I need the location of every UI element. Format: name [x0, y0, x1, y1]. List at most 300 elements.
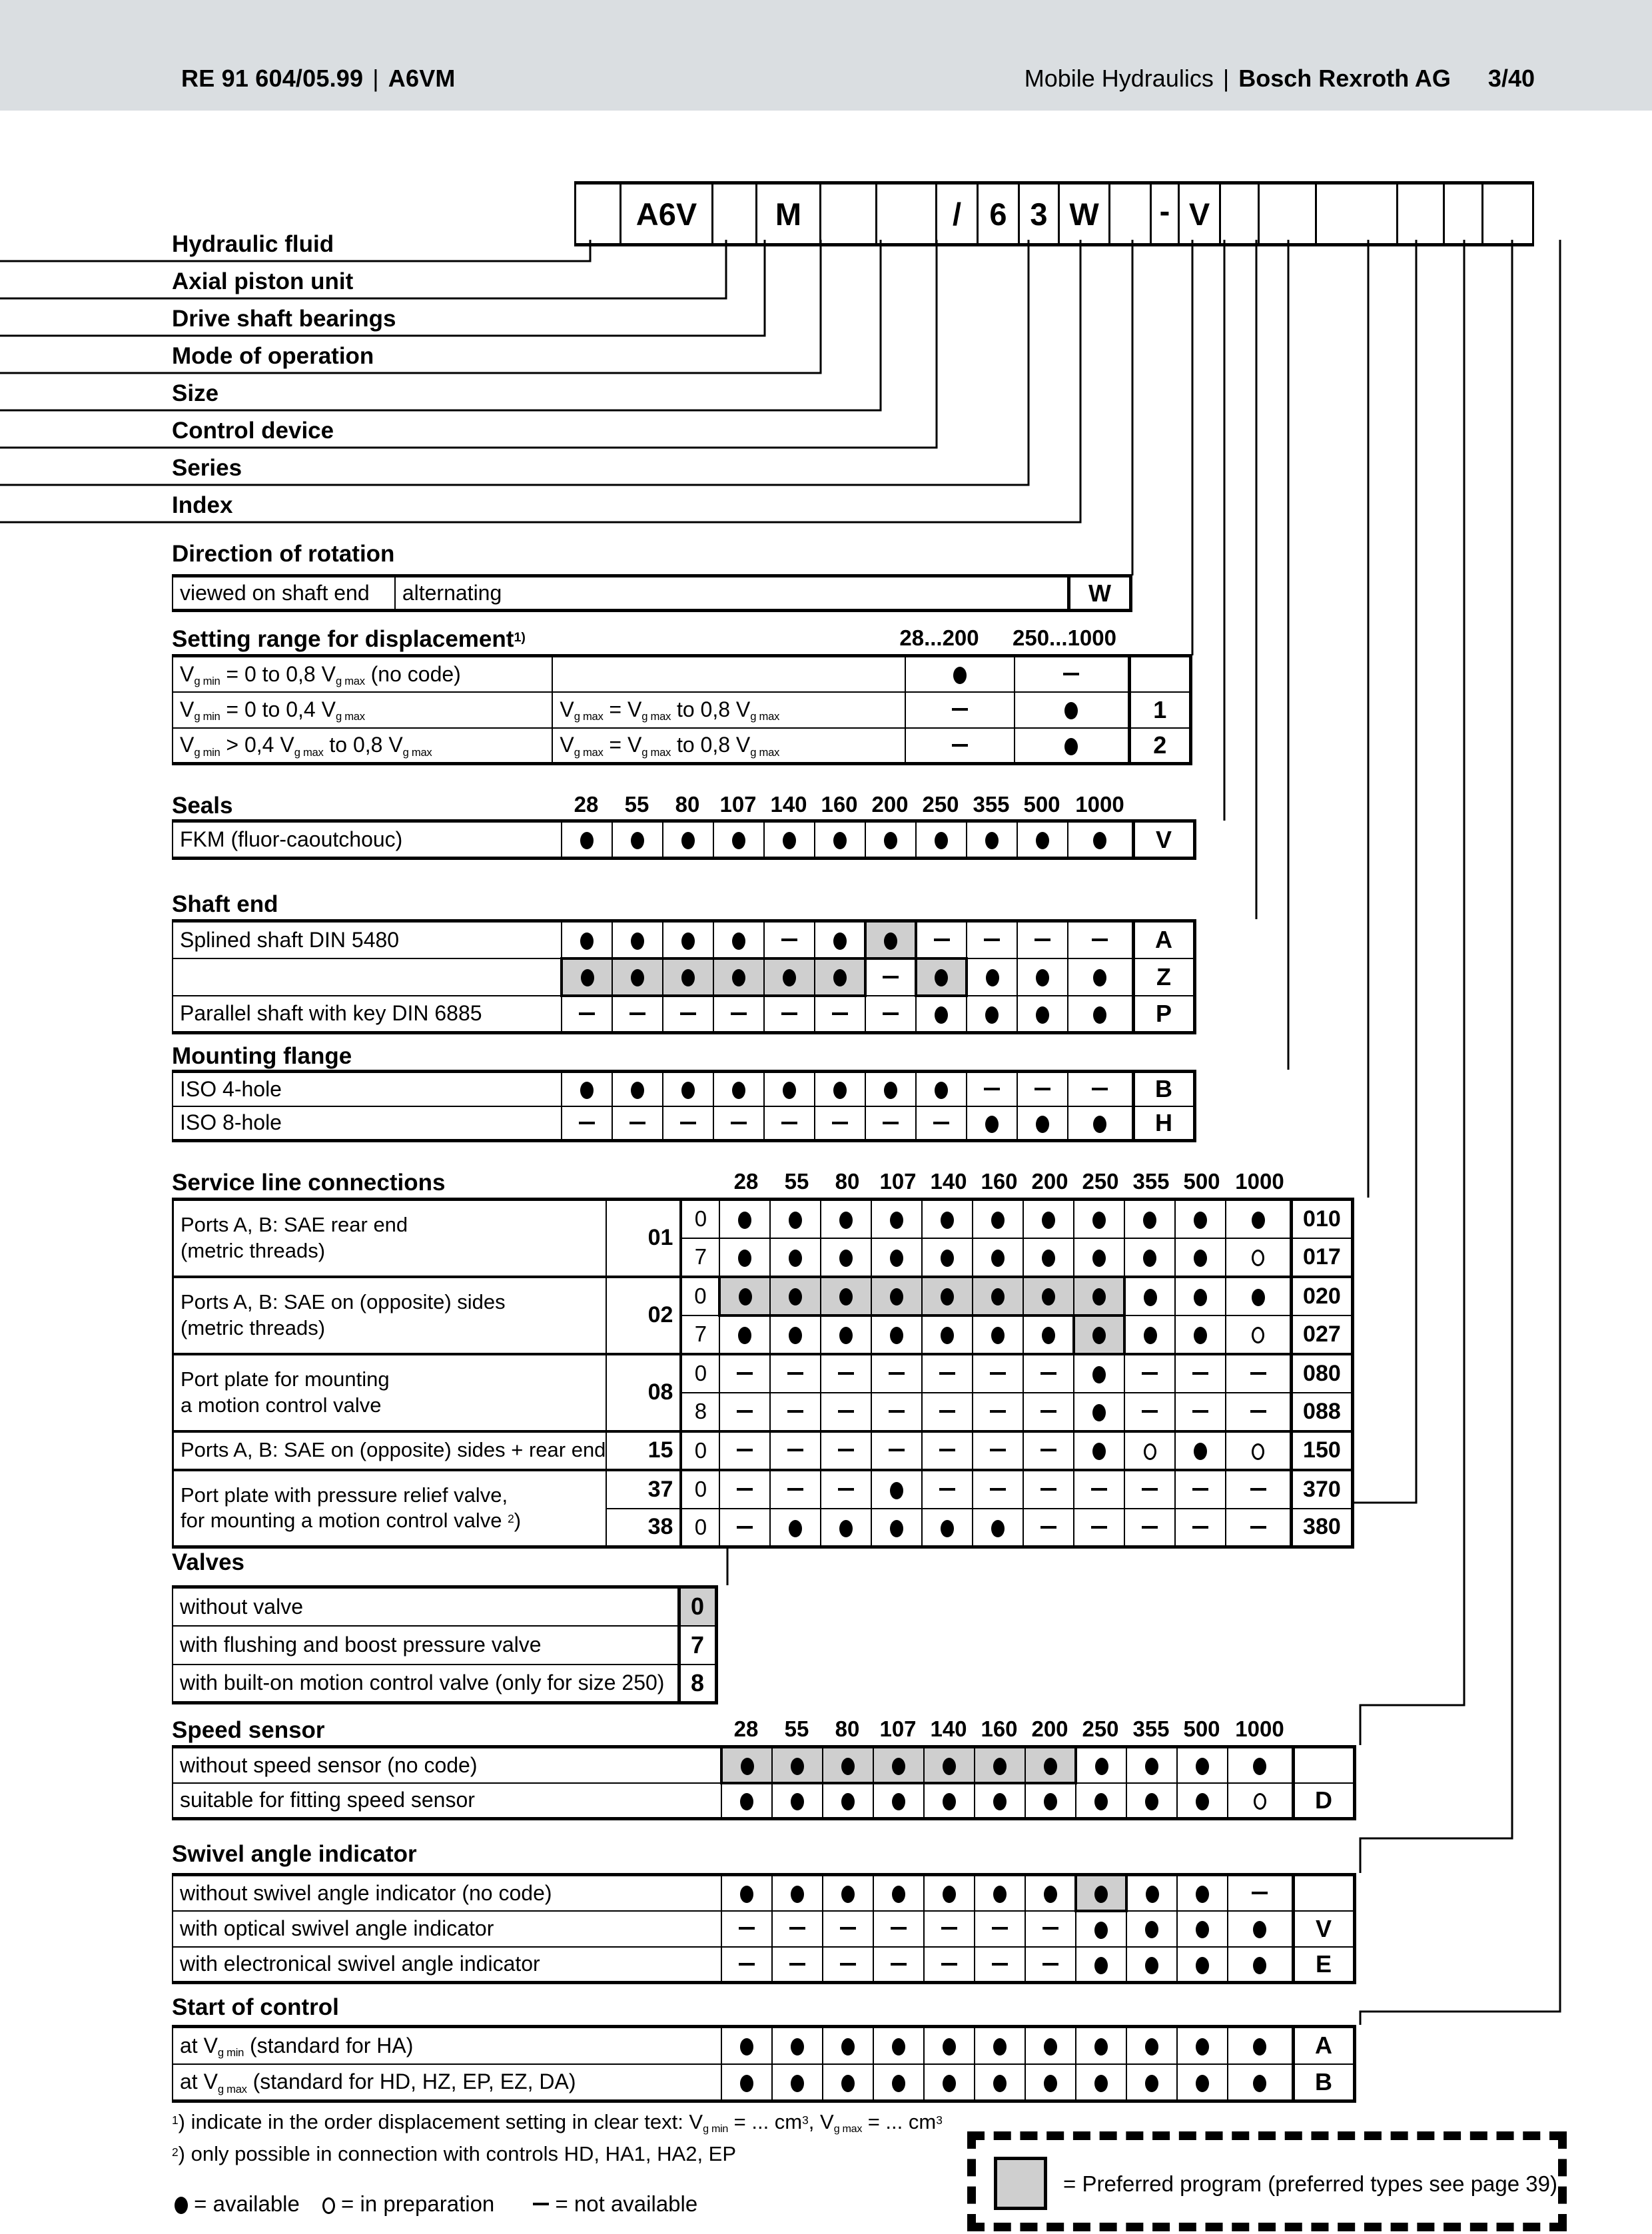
available-icon — [941, 1520, 954, 1537]
cell-size-250 — [1074, 1431, 1124, 1470]
row-code: V — [1133, 821, 1194, 859]
available-icon — [631, 932, 644, 950]
service-sub-number: 0 — [681, 1354, 719, 1393]
size-header-200: 200 — [1031, 1169, 1068, 1194]
cell-size-140 — [924, 1947, 975, 1983]
available-icon — [884, 932, 897, 950]
cell-size-355 — [1124, 1277, 1175, 1315]
cell-size-28 — [562, 821, 612, 859]
cell-size-1000 — [1226, 1200, 1291, 1238]
cell-size-140 — [922, 1277, 973, 1315]
cell-size-140 — [924, 1783, 975, 1819]
cell-size-1000 — [1068, 996, 1133, 1033]
available-icon — [581, 969, 594, 986]
ordering-code-cell-10 — [1110, 185, 1152, 243]
available-icon — [789, 1288, 802, 1305]
cell-size-500 — [1017, 921, 1068, 958]
available-icon — [1144, 1289, 1157, 1306]
setting-range-col-250-1000: 250...1000 — [1013, 625, 1116, 650]
cell-size-140 — [922, 1200, 973, 1238]
available-icon — [1093, 969, 1106, 986]
cell-size-1000 — [1228, 1875, 1293, 1911]
cell-size-355 — [1126, 1875, 1177, 1911]
row-code: 370 — [1291, 1470, 1352, 1509]
section-title-valves: Valves — [172, 1549, 244, 1575]
cell-size-160 — [975, 1911, 1025, 1947]
cell-size-107 — [873, 1747, 924, 1783]
size-header-500: 500 — [1183, 1169, 1220, 1194]
cell-size-55 — [770, 1470, 821, 1509]
available-icon — [985, 1116, 999, 1133]
available-icon — [789, 1520, 802, 1537]
cell-size-28 — [719, 1238, 770, 1277]
table-row — [173, 821, 1194, 859]
cell-size-160 — [975, 1783, 1025, 1819]
size-header-80: 80 — [675, 792, 700, 817]
table-row — [173, 1200, 1353, 1238]
available-icon — [1044, 1758, 1057, 1775]
not-available-icon — [941, 1927, 957, 1930]
not-available-icon — [787, 1410, 803, 1413]
setting-range-row1-left: $V_{g min} = 0$ to 0,4 $V_{g max}$ — [173, 692, 552, 728]
cell-size-55 — [772, 2027, 823, 2064]
available-icon — [740, 1886, 753, 1903]
cell-size-107 — [873, 1783, 924, 1819]
cell-size-107 — [871, 1354, 922, 1393]
service-sub-number: 8 — [681, 1393, 719, 1431]
row-code: P — [1133, 996, 1194, 1033]
not-available-icon — [984, 938, 1000, 941]
cell-size-80 — [823, 1911, 873, 1947]
not-available-icon — [934, 938, 950, 941]
row-code: B — [1133, 1072, 1194, 1106]
section-title-start-of-control: Start of control — [172, 1994, 339, 2020]
not-available-icon — [939, 1449, 955, 1451]
direction-alternating-label: alternating — [395, 576, 1069, 611]
cell-size-107 — [873, 1947, 924, 1983]
setting-range-column-headers — [886, 625, 1192, 651]
cell-size-80 — [821, 1277, 871, 1315]
not-available-icon — [939, 1410, 955, 1413]
cell-size-200 — [1025, 1747, 1076, 1783]
ordering-code-cell-6: / — [937, 185, 979, 243]
cell-size-355 — [1124, 1509, 1175, 1547]
cell-size-28 — [719, 1354, 770, 1393]
cell-size-1000 — [1226, 1315, 1291, 1354]
cell-size-250 — [1076, 1947, 1126, 1983]
available-icon — [833, 969, 847, 986]
cell-size-500 — [1017, 958, 1068, 996]
cell-size-28 — [719, 1277, 770, 1315]
cell-size-80 — [823, 1747, 873, 1783]
available-icon — [985, 832, 999, 849]
cell-size-160 — [975, 1747, 1025, 1783]
cell-size-80 — [663, 921, 713, 958]
ordering-code-cell-1: A6V — [621, 185, 713, 243]
cell-size-107 — [713, 996, 764, 1033]
not-available-icon — [992, 1927, 1008, 1930]
available-icon — [732, 932, 745, 950]
not-available-icon — [680, 1122, 696, 1124]
cell-size-500 — [1177, 1911, 1228, 1947]
table-row — [173, 1470, 1353, 1509]
cell-size-107 — [871, 1393, 922, 1431]
size-header-250: 250 — [922, 792, 959, 817]
size-header-500: 500 — [1023, 792, 1060, 817]
available-icon — [841, 1886, 855, 1903]
setting-range-row2-right: $V_{g max} = V_{g max}$ to 0,8 $V_{g max}$ — [552, 728, 905, 764]
cell-size-200 — [865, 821, 916, 859]
cell-size-107 — [871, 1509, 922, 1547]
document-number: RE 91 604/05.99 — [181, 65, 364, 92]
cell-size-250 — [1076, 1747, 1126, 1783]
available-icon — [1094, 1793, 1108, 1810]
cell-size-107 — [713, 958, 764, 996]
available-icon — [1146, 1886, 1159, 1903]
cell-size-500 — [1175, 1470, 1226, 1509]
table-row — [173, 1277, 1353, 1315]
available-icon — [884, 1082, 897, 1099]
size-header-140: 140 — [930, 1169, 967, 1194]
valves-row-label: with built-on motion control valve (only for size 250) — [173, 1665, 679, 1703]
not-available-icon — [990, 1410, 1006, 1413]
available-icon — [1145, 1758, 1158, 1775]
table-row — [173, 1431, 1353, 1470]
row-code: A — [1293, 2027, 1354, 2064]
ordering-code-cell-8: 3 — [1020, 185, 1060, 243]
not-available-icon — [883, 976, 899, 978]
available-icon — [890, 1327, 903, 1344]
size-header-28: 28 — [733, 1716, 759, 1741]
not-available-icon — [787, 1372, 803, 1375]
cell-size-80 — [663, 958, 713, 996]
available-icon — [1145, 2038, 1158, 2055]
ordering-code-cell-3: M — [757, 185, 821, 243]
cell-size-200 — [1023, 1354, 1074, 1393]
cell-size-107 — [871, 1277, 922, 1315]
available-icon — [791, 1758, 804, 1775]
cell-size-55 — [770, 1200, 821, 1238]
available-icon — [741, 1758, 754, 1775]
cell-size-200 — [1023, 1393, 1074, 1431]
setting-range-row2-code: 2 — [1129, 728, 1190, 764]
available-icon — [1036, 832, 1049, 849]
row-code: 027 — [1291, 1315, 1352, 1354]
available-icon — [1196, 1957, 1209, 1974]
available-icon — [783, 832, 796, 849]
table-swivel-angle — [172, 1873, 1356, 1984]
available-icon — [839, 1250, 853, 1267]
available-icon — [993, 1886, 1007, 1903]
available-icon — [1093, 1116, 1106, 1133]
not-available-icon — [939, 1488, 955, 1491]
ordering-code-cell-12: V — [1180, 185, 1221, 243]
size-header-140: 140 — [930, 1716, 967, 1741]
available-icon — [1196, 2038, 1209, 2055]
table-row — [173, 1875, 1354, 1911]
available-icon — [943, 1758, 956, 1775]
not-available-icon — [1142, 1372, 1158, 1375]
service-sub-number: 0 — [681, 1200, 719, 1238]
available-icon — [1093, 832, 1106, 849]
cell-size-140 — [922, 1431, 973, 1470]
setting-range-row1-mark-0 — [905, 692, 1015, 728]
cell-size-200 — [865, 921, 916, 958]
available-icon — [1036, 969, 1049, 986]
available-icon — [1044, 1886, 1057, 1903]
table-row — [173, 1665, 716, 1703]
not-available-icon — [984, 1088, 1000, 1090]
available-icon — [985, 1006, 999, 1024]
cell-size-28 — [562, 1072, 612, 1106]
service-group-number: 37 — [606, 1470, 681, 1509]
not-available-icon — [1040, 1488, 1056, 1491]
section-title-speed-sensor: Speed sensor — [172, 1717, 325, 1743]
valves-row-code: 7 — [679, 1626, 716, 1665]
available-icon — [943, 2038, 956, 2055]
cell-size-107 — [713, 821, 764, 859]
available-icon — [839, 1327, 853, 1344]
size-header-250: 250 — [1082, 1169, 1119, 1194]
cell-size-355 — [1126, 1747, 1177, 1783]
cell-size-200 — [865, 958, 916, 996]
cell-size-200 — [1023, 1509, 1074, 1547]
cell-size-355 — [1124, 1393, 1175, 1431]
not-available-icon — [737, 1372, 753, 1375]
available-icon — [740, 1793, 753, 1810]
not-available-icon — [1250, 1488, 1266, 1491]
cell-size-140 — [764, 921, 815, 958]
not-available-icon — [990, 1488, 1006, 1491]
cell-size-200 — [865, 1106, 916, 1141]
cell-size-140 — [924, 2027, 975, 2064]
available-icon — [841, 2038, 855, 2055]
in-preparation-icon — [1252, 1327, 1264, 1343]
cell-size-160 — [815, 996, 865, 1033]
available-icon — [1252, 1289, 1265, 1306]
cell-size-107 — [873, 2064, 924, 2101]
row-label: with optical swivel angle indicator — [173, 1911, 721, 1947]
available-icon — [839, 1212, 853, 1229]
not-available-icon — [883, 1122, 899, 1124]
available-icon — [681, 832, 695, 849]
available-icon — [1036, 1116, 1049, 1133]
cell-size-500 — [1177, 1747, 1228, 1783]
not-available-icon — [832, 1122, 848, 1124]
cell-size-500 — [1175, 1509, 1226, 1547]
not-available-icon — [1034, 938, 1050, 941]
available-icon — [993, 1758, 1007, 1775]
table-valves — [172, 1585, 718, 1704]
available-icon — [1092, 1366, 1106, 1383]
cell-size-160 — [973, 1470, 1023, 1509]
valves-row-code: 0 — [679, 1587, 716, 1626]
not-available-icon — [629, 1122, 645, 1124]
legend-row — [175, 2191, 697, 2217]
cell-size-28 — [719, 1315, 770, 1354]
available-icon — [1196, 2075, 1209, 2092]
available-icon — [1092, 1250, 1106, 1267]
cell-size-250 — [916, 1106, 967, 1141]
cell-size-250 — [916, 821, 967, 859]
not-available-icon — [1250, 1526, 1266, 1529]
table-row — [173, 1747, 1354, 1783]
cell-size-200 — [1025, 2064, 1076, 2101]
not-available-icon — [933, 1122, 949, 1124]
not-available-icon — [1252, 1892, 1268, 1894]
setting-range-row1-mark-1 — [1015, 692, 1129, 728]
table-mounting-flange — [172, 1070, 1196, 1142]
table-row — [173, 1947, 1354, 1983]
cell-size-160 — [815, 921, 865, 958]
table-row — [173, 1072, 1194, 1106]
available-icon — [890, 1482, 903, 1499]
cell-size-355 — [1126, 1911, 1177, 1947]
available-icon — [839, 1520, 853, 1537]
available-icon — [1094, 1922, 1108, 1939]
not-available-icon — [789, 1963, 805, 1966]
cell-size-28 — [719, 1509, 770, 1547]
available-icon — [892, 2075, 905, 2092]
available-icon — [941, 1212, 954, 1229]
header-divider-left: | — [372, 65, 379, 92]
cell-size-355 — [1124, 1315, 1175, 1354]
not-available-icon — [1192, 1410, 1208, 1413]
cell-size-140 — [922, 1509, 973, 1547]
category-index: Index — [172, 492, 233, 518]
cell-size-160 — [973, 1200, 1023, 1238]
row-code: E — [1293, 1947, 1354, 1983]
available-icon — [1094, 1886, 1108, 1903]
table-row — [173, 958, 1194, 996]
available-icon — [740, 2075, 753, 2092]
table-row — [173, 2064, 1354, 2101]
table-row — [173, 1354, 1353, 1393]
available-icon — [841, 1793, 855, 1810]
available-icon — [732, 1082, 745, 1099]
available-icon — [1253, 2038, 1266, 2055]
table-row — [173, 1911, 1354, 1947]
service-group-number: 08 — [606, 1354, 681, 1431]
available-icon — [1036, 1006, 1049, 1024]
cell-size-160 — [815, 1072, 865, 1106]
not-available-icon — [739, 1963, 755, 1966]
cell-size-80 — [821, 1238, 871, 1277]
available-icon — [1145, 1921, 1158, 1938]
cell-size-355 — [967, 1072, 1017, 1106]
category-control-device: Control device — [172, 418, 334, 444]
available-icon — [1092, 1288, 1106, 1305]
available-icon — [791, 1793, 804, 1810]
size-header-28: 28 — [574, 792, 599, 817]
legend-in-preparation-icon — [322, 2197, 335, 2214]
available-icon — [941, 1288, 954, 1305]
not-available-icon — [1092, 938, 1108, 941]
size-header-355: 355 — [1132, 1169, 1170, 1194]
cell-size-200 — [865, 996, 916, 1033]
footnote-2: $^2$) only possible in connection with controls HD, HA1, HA2, EP — [172, 2142, 737, 2165]
setting-range-col-28-200: 28...200 — [899, 625, 979, 650]
available-icon — [740, 2038, 753, 2055]
cell-size-28 — [719, 1393, 770, 1431]
cell-size-355 — [1124, 1470, 1175, 1509]
cell-size-80 — [823, 1875, 873, 1911]
not-available-icon — [889, 1449, 905, 1451]
cell-size-28 — [721, 1747, 772, 1783]
not-available-icon — [939, 1372, 955, 1375]
category-drive-shaft-bearings: Drive shaft bearings — [172, 306, 396, 332]
category-hydraulic-fluid: Hydraulic fluid — [172, 231, 334, 257]
setting-range-row0-mark-1 — [1015, 656, 1129, 692]
speed-sensor-size-headers — [721, 1716, 1338, 1742]
available-icon — [892, 2038, 905, 2055]
cell-size-140 — [764, 1106, 815, 1141]
available-icon — [681, 969, 695, 986]
available-icon — [791, 2038, 804, 2055]
not-available-icon — [840, 1927, 856, 1930]
cell-size-140 — [764, 996, 815, 1033]
available-icon — [935, 969, 948, 986]
cell-size-107 — [873, 1911, 924, 1947]
service-group-label: Ports A, B: SAE on (opposite) sides (metric threads) — [173, 1277, 607, 1354]
available-icon — [1044, 2038, 1057, 2055]
row-code: 017 — [1291, 1238, 1352, 1277]
not-available-icon — [781, 1012, 797, 1015]
ordering-code-cell-17 — [1445, 185, 1483, 243]
cell-size-80 — [821, 1315, 871, 1354]
size-header-55: 55 — [624, 792, 649, 817]
cell-size-55 — [772, 1747, 823, 1783]
cell-size-55 — [612, 821, 663, 859]
size-header-28: 28 — [733, 1169, 759, 1194]
cell-size-355 — [1126, 2027, 1177, 2064]
cell-size-55 — [612, 958, 663, 996]
section-title-mounting-flange: Mounting flange — [172, 1043, 352, 1069]
section-title-direction-of-rotation: Direction of rotation — [172, 541, 395, 567]
cell-size-500 — [1175, 1200, 1226, 1238]
table-row — [173, 2027, 1354, 2064]
available-icon — [1194, 1250, 1207, 1267]
cell-size-28 — [721, 1911, 772, 1947]
cell-size-1000 — [1226, 1431, 1291, 1470]
cell-size-140 — [922, 1470, 973, 1509]
not-available-icon — [737, 1410, 753, 1413]
cell-size-250 — [1074, 1470, 1124, 1509]
cell-size-250 — [1076, 1911, 1126, 1947]
service-line-size-headers — [721, 1168, 1338, 1195]
not-available-icon — [737, 1449, 753, 1451]
not-available-icon — [891, 1927, 907, 1930]
not-available-icon — [629, 1012, 645, 1015]
table-row — [173, 1106, 1194, 1141]
size-header-55: 55 — [784, 1716, 809, 1741]
available-icon — [1144, 1327, 1157, 1344]
cell-size-55 — [772, 1947, 823, 1983]
table-row — [173, 1587, 716, 1626]
not-available-icon — [737, 1526, 753, 1529]
cell-size-1000 — [1068, 958, 1133, 996]
ordering-code-cell-16 — [1398, 185, 1445, 243]
valves-row-label: without valve — [173, 1587, 679, 1626]
row-label: Splined shaft DIN 5480 — [173, 921, 562, 958]
row-label: Parallel shaft with key DIN 6885 — [173, 996, 562, 1033]
cell-size-200 — [1025, 1783, 1076, 1819]
cell-size-140 — [922, 1393, 973, 1431]
size-header-160: 160 — [981, 1169, 1018, 1194]
not-available-icon — [1250, 1372, 1266, 1375]
cell-size-140 — [924, 1875, 975, 1911]
cell-size-140 — [764, 821, 815, 859]
